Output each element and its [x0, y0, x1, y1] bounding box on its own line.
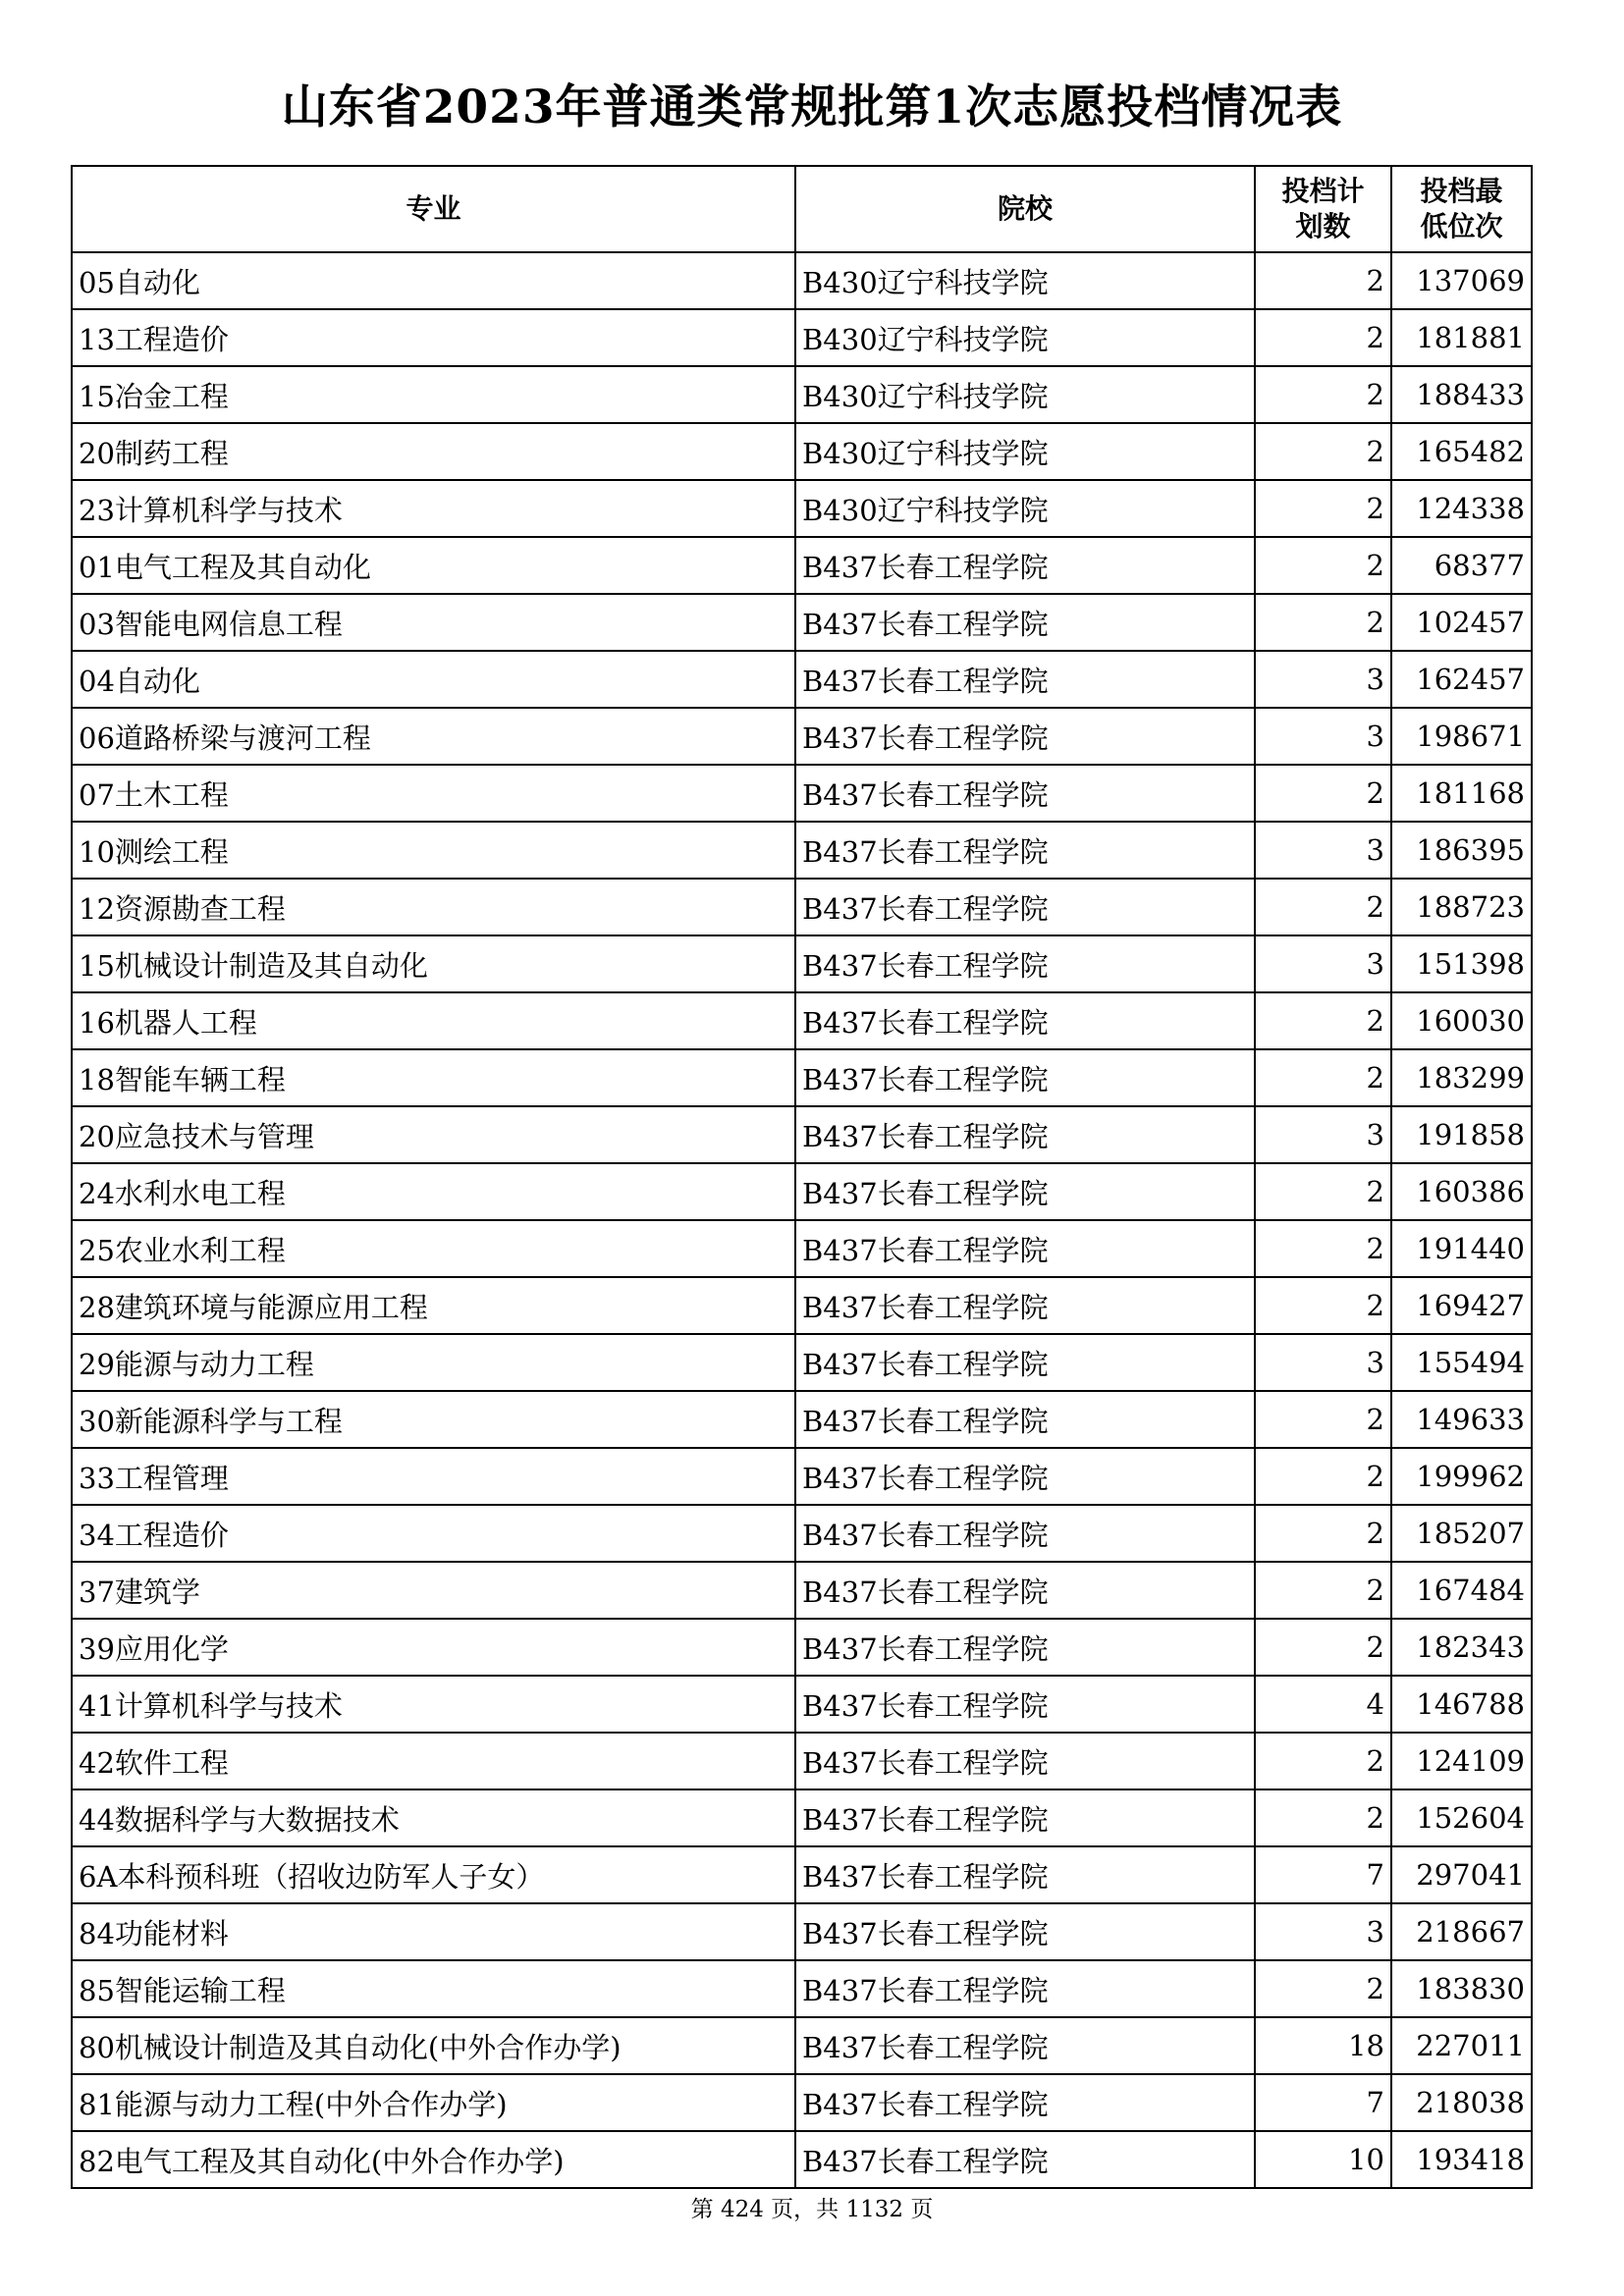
cell-school: B437长春工程学院	[795, 1789, 1255, 1846]
cell-rank: 199962	[1391, 1448, 1532, 1505]
cell-plan: 3	[1255, 822, 1391, 879]
cell-major: 44数据科学与大数据技术	[72, 1789, 795, 1846]
cell-plan: 3	[1255, 935, 1391, 992]
cell-plan: 2	[1255, 366, 1391, 423]
cell-major: 05自动化	[72, 252, 795, 309]
cell-rank: 146788	[1391, 1676, 1532, 1733]
cell-school: B430辽宁科技学院	[795, 252, 1255, 309]
cell-rank: 160030	[1391, 992, 1532, 1049]
cell-school: B437长春工程学院	[795, 708, 1255, 765]
cell-school: B437长春工程学院	[795, 1562, 1255, 1619]
cell-plan: 2	[1255, 1391, 1391, 1448]
cell-school: B437长春工程学院	[795, 1049, 1255, 1106]
table-row	[72, 1277, 1532, 1334]
cell-school: B437长春工程学院	[795, 1619, 1255, 1676]
cell-plan: 2	[1255, 1277, 1391, 1334]
cell-rank: 68377	[1391, 537, 1532, 594]
cell-major: 80机械设计制造及其自动化(中外合作办学)	[72, 2017, 795, 2074]
cell-plan: 2	[1255, 423, 1391, 480]
table-row	[72, 537, 1532, 594]
cell-school: B430辽宁科技学院	[795, 309, 1255, 366]
cell-major: 29能源与动力工程	[72, 1334, 795, 1391]
cell-plan: 10	[1255, 2131, 1391, 2188]
cell-major: 15机械设计制造及其自动化	[72, 935, 795, 992]
cell-plan: 2	[1255, 1789, 1391, 1846]
cell-rank: 218667	[1391, 1903, 1532, 1960]
cell-major: 20制药工程	[72, 423, 795, 480]
cell-school: B437长春工程学院	[795, 1334, 1255, 1391]
cell-major: 06道路桥梁与渡河工程	[72, 708, 795, 765]
cell-school: B437长春工程学院	[795, 1220, 1255, 1277]
cell-rank: 227011	[1391, 2017, 1532, 2074]
table-row	[72, 1049, 1532, 1106]
cell-plan: 3	[1255, 651, 1391, 708]
cell-plan: 7	[1255, 2074, 1391, 2131]
cell-plan: 3	[1255, 1106, 1391, 1163]
cell-rank: 188723	[1391, 879, 1532, 935]
cell-rank: 167484	[1391, 1562, 1532, 1619]
header-plan-label: 投档计划数	[1281, 175, 1365, 242]
cell-plan: 2	[1255, 1505, 1391, 1562]
cell-plan: 2	[1255, 1049, 1391, 1106]
cell-school: B437长春工程学院	[795, 1960, 1255, 2017]
cell-major: 16机器人工程	[72, 992, 795, 1049]
cell-plan: 2	[1255, 594, 1391, 651]
cell-school: B437长春工程学院	[795, 1277, 1255, 1334]
table-row	[72, 765, 1532, 822]
cell-plan: 2	[1255, 1960, 1391, 2017]
table-row	[72, 1846, 1532, 1903]
cell-school: B437长春工程学院	[795, 822, 1255, 879]
cell-major: 41计算机科学与技术	[72, 1676, 795, 1733]
cell-major: 13工程造价	[72, 309, 795, 366]
cell-major: 84功能材料	[72, 1903, 795, 1960]
cell-school: B437长春工程学院	[795, 1676, 1255, 1733]
cell-plan: 2	[1255, 765, 1391, 822]
table-row	[72, 252, 1532, 309]
cell-school: B437长春工程学院	[795, 935, 1255, 992]
table-row	[72, 1220, 1532, 1277]
cell-rank: 152604	[1391, 1789, 1532, 1846]
cell-school: B437长春工程学院	[795, 2131, 1255, 2188]
cell-school: B437长春工程学院	[795, 1505, 1255, 1562]
table-row	[72, 366, 1532, 423]
cell-rank: 169427	[1391, 1277, 1532, 1334]
cell-major: 24水利水电工程	[72, 1163, 795, 1220]
cell-plan: 18	[1255, 2017, 1391, 2074]
table-row	[72, 2074, 1532, 2131]
cell-school: B437长春工程学院	[795, 1163, 1255, 1220]
cell-rank: 183830	[1391, 1960, 1532, 2017]
cell-school: B437长春工程学院	[795, 537, 1255, 594]
cell-rank: 193418	[1391, 2131, 1532, 2188]
table-row	[72, 309, 1532, 366]
table-row	[72, 1391, 1532, 1448]
cell-plan: 2	[1255, 879, 1391, 935]
cell-school: B437长春工程学院	[795, 2074, 1255, 2131]
cell-major: 15冶金工程	[72, 366, 795, 423]
cell-school: B430辽宁科技学院	[795, 366, 1255, 423]
cell-school: B437长春工程学院	[795, 992, 1255, 1049]
cell-school: B437长春工程学院	[795, 651, 1255, 708]
cell-plan: 3	[1255, 708, 1391, 765]
header-major: 专业	[72, 166, 795, 252]
table-row	[72, 423, 1532, 480]
cell-major: 03智能电网信息工程	[72, 594, 795, 651]
table-row	[72, 879, 1532, 935]
cell-major: 30新能源科学与工程	[72, 1391, 795, 1448]
cell-plan: 2	[1255, 252, 1391, 309]
table-row	[72, 2017, 1532, 2074]
header-school: 院校	[795, 166, 1255, 252]
cell-rank: 186395	[1391, 822, 1532, 879]
cell-rank: 162457	[1391, 651, 1532, 708]
cell-major: 23计算机科学与技术	[72, 480, 795, 537]
cell-school: B437长春工程学院	[795, 1903, 1255, 1960]
cell-major: 6A本科预科班（招收边防军人子女）	[72, 1846, 795, 1903]
table-row	[72, 992, 1532, 1049]
cell-plan: 2	[1255, 1448, 1391, 1505]
cell-major: 37建筑学	[72, 1562, 795, 1619]
cell-major: 82电气工程及其自动化(中外合作办学)	[72, 2131, 795, 2188]
cell-rank: 185207	[1391, 1505, 1532, 1562]
table-row	[72, 1106, 1532, 1163]
cell-rank: 155494	[1391, 1334, 1532, 1391]
table-row	[72, 822, 1532, 879]
cell-rank: 191858	[1391, 1106, 1532, 1163]
cell-rank: 149633	[1391, 1391, 1532, 1448]
table-row	[72, 1903, 1532, 1960]
cell-rank: 124338	[1391, 480, 1532, 537]
cell-school: B437长春工程学院	[795, 879, 1255, 935]
cell-major: 28建筑环境与能源应用工程	[72, 1277, 795, 1334]
cell-plan: 2	[1255, 309, 1391, 366]
table-row	[72, 1505, 1532, 1562]
cell-major: 04自动化	[72, 651, 795, 708]
cell-major: 01电气工程及其自动化	[72, 537, 795, 594]
table-row	[72, 1676, 1532, 1733]
cell-school: B437长春工程学院	[795, 594, 1255, 651]
cell-rank: 181881	[1391, 309, 1532, 366]
table-row	[72, 1562, 1532, 1619]
cell-rank: 218038	[1391, 2074, 1532, 2131]
cell-plan: 7	[1255, 1846, 1391, 1903]
cell-school: B437长春工程学院	[795, 2017, 1255, 2074]
cell-school: B437长春工程学院	[795, 1391, 1255, 1448]
table-row	[72, 935, 1532, 992]
table-row	[72, 1619, 1532, 1676]
header-plan	[1255, 166, 1391, 252]
cell-major: 12资源勘查工程	[72, 879, 795, 935]
page-footer: 第 424 页，共 1132 页	[690, 2197, 934, 2222]
cell-major: 39应用化学	[72, 1619, 795, 1676]
cell-major: 20应急技术与管理	[72, 1106, 795, 1163]
cell-plan: 2	[1255, 1220, 1391, 1277]
cell-major: 81能源与动力工程(中外合作办学)	[72, 2074, 795, 2131]
table-row	[72, 480, 1532, 537]
cell-rank: 297041	[1391, 1846, 1532, 1903]
cell-rank: 102457	[1391, 594, 1532, 651]
header-rank	[1391, 166, 1532, 252]
cell-rank: 181168	[1391, 765, 1532, 822]
cell-school: B437长春工程学院	[795, 1846, 1255, 1903]
cell-plan: 2	[1255, 1733, 1391, 1789]
cell-rank: 124109	[1391, 1733, 1532, 1789]
cell-school: B437长春工程学院	[795, 1733, 1255, 1789]
admission-table	[71, 165, 1533, 2189]
table-row	[72, 651, 1532, 708]
cell-plan: 3	[1255, 1334, 1391, 1391]
cell-major: 18智能车辆工程	[72, 1049, 795, 1106]
table-row	[72, 594, 1532, 651]
cell-major: 42软件工程	[72, 1733, 795, 1789]
table-row	[72, 1334, 1532, 1391]
table-row	[72, 1733, 1532, 1789]
cell-plan: 2	[1255, 480, 1391, 537]
cell-major: 25农业水利工程	[72, 1220, 795, 1277]
cell-rank: 151398	[1391, 935, 1532, 992]
cell-rank: 191440	[1391, 1220, 1532, 1277]
cell-plan: 4	[1255, 1676, 1391, 1733]
cell-rank: 165482	[1391, 423, 1532, 480]
cell-school: B430辽宁科技学院	[795, 423, 1255, 480]
table-row	[72, 1448, 1532, 1505]
cell-rank: 188433	[1391, 366, 1532, 423]
cell-plan: 2	[1255, 992, 1391, 1049]
table-row	[72, 1789, 1532, 1846]
table-row	[72, 2131, 1532, 2188]
cell-school: B437长春工程学院	[795, 1448, 1255, 1505]
header-rank-label: 投档最低位次	[1420, 175, 1503, 242]
cell-plan: 2	[1255, 1562, 1391, 1619]
page-title: 山东省2023年普通类常规批第1次志愿投档情况表	[281, 80, 1343, 134]
cell-plan: 2	[1255, 537, 1391, 594]
cell-rank: 137069	[1391, 252, 1532, 309]
table-row	[72, 1163, 1532, 1220]
table-row	[72, 1960, 1532, 2017]
cell-rank: 160386	[1391, 1163, 1532, 1220]
cell-plan: 3	[1255, 1903, 1391, 1960]
cell-major: 10测绘工程	[72, 822, 795, 879]
cell-major: 85智能运输工程	[72, 1960, 795, 2017]
cell-plan: 2	[1255, 1163, 1391, 1220]
cell-major: 34工程造价	[72, 1505, 795, 1562]
table-body	[72, 252, 1532, 2188]
table-header	[72, 166, 1532, 252]
cell-rank: 198671	[1391, 708, 1532, 765]
table-row	[72, 708, 1532, 765]
cell-school: B437长春工程学院	[795, 765, 1255, 822]
cell-major: 33工程管理	[72, 1448, 795, 1505]
cell-school: B437长春工程学院	[795, 1106, 1255, 1163]
cell-school: B430辽宁科技学院	[795, 480, 1255, 537]
cell-rank: 182343	[1391, 1619, 1532, 1676]
cell-rank: 183299	[1391, 1049, 1532, 1106]
cell-major: 07土木工程	[72, 765, 795, 822]
cell-plan: 2	[1255, 1619, 1391, 1676]
